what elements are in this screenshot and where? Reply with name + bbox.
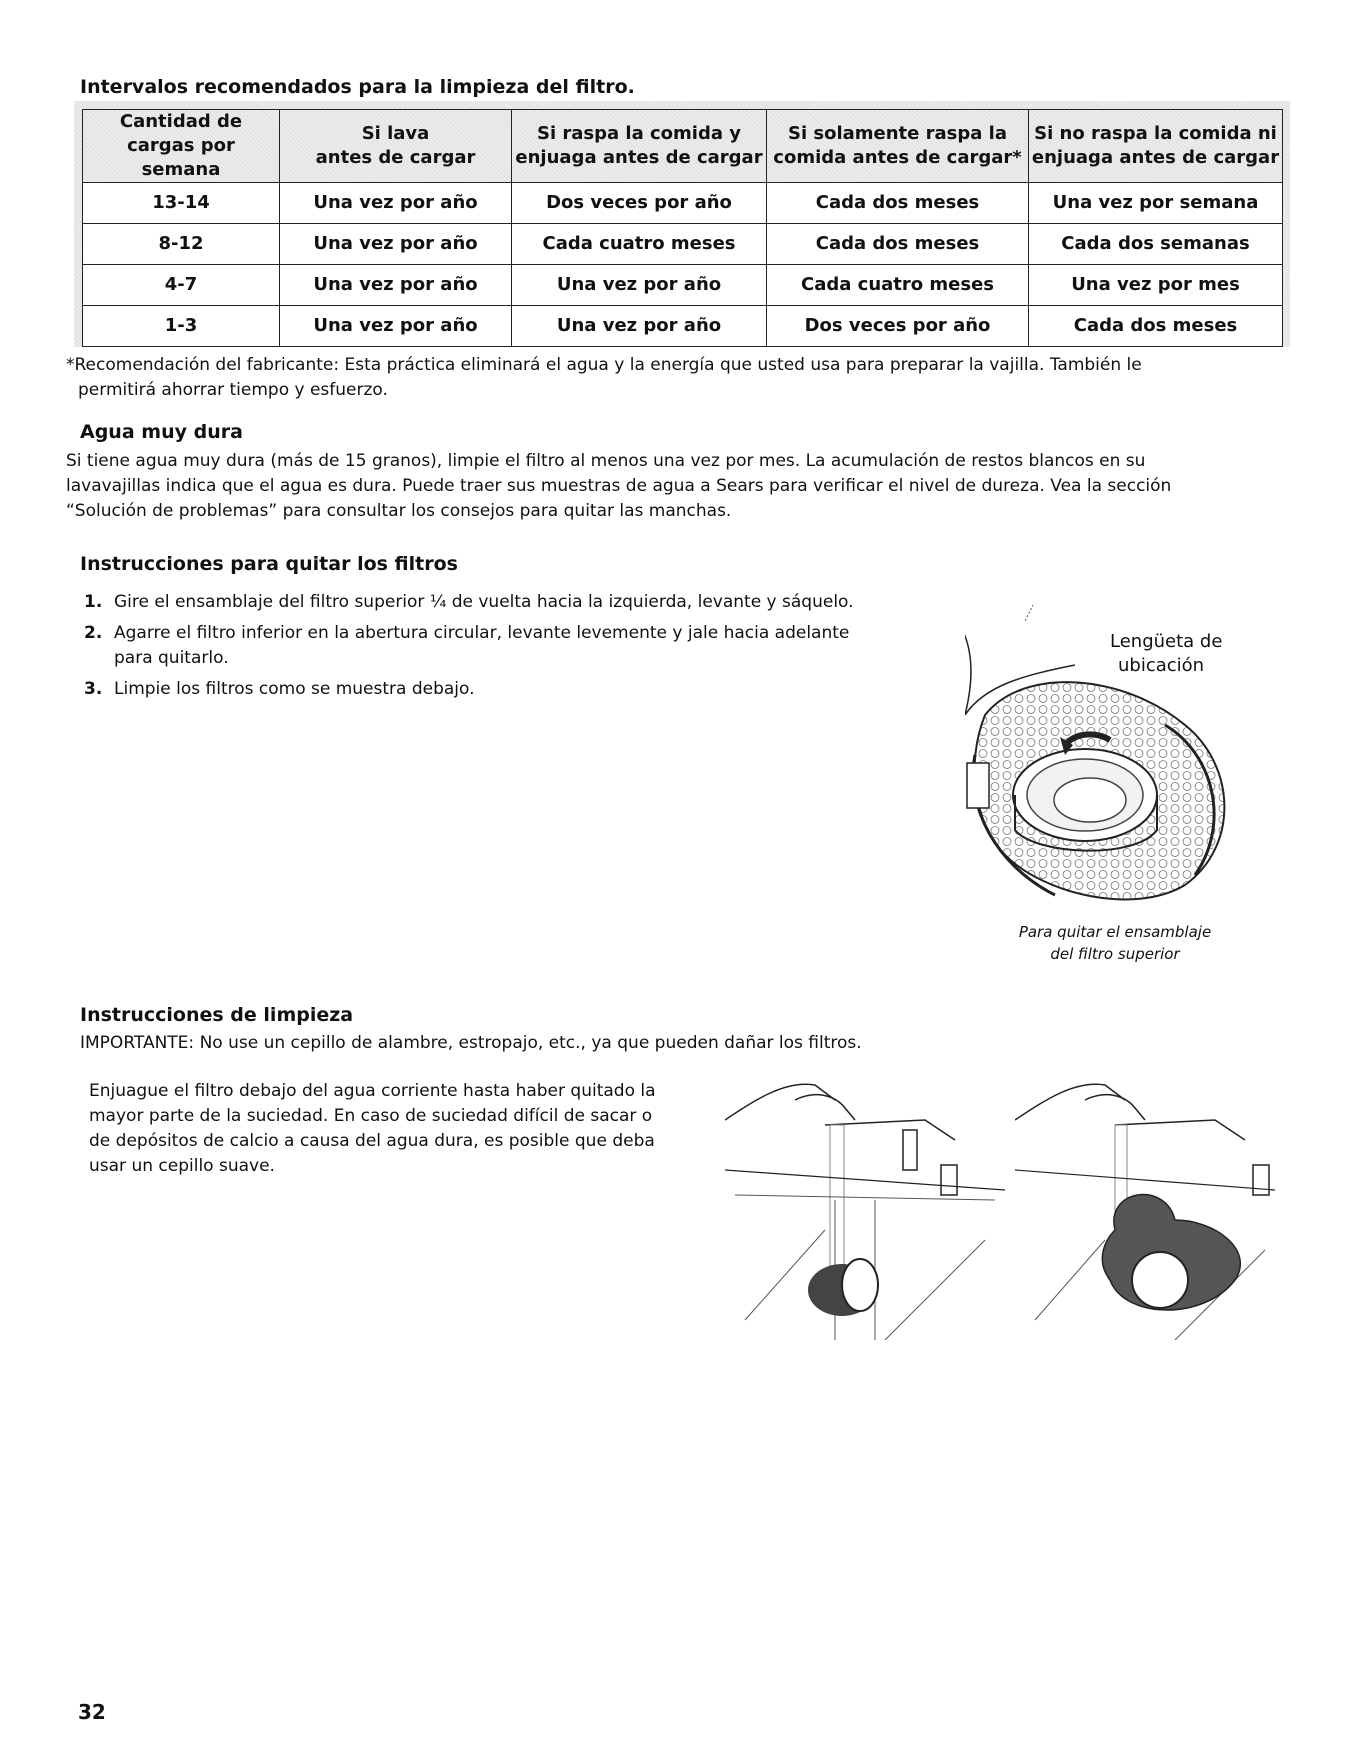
table-title: Intervalos recomendados para la limpieza del filtro. <box>80 76 635 98</box>
rinse-upper-filter-illustration <box>1015 1080 1275 1340</box>
table-cell: Dos veces por año <box>512 183 767 224</box>
figure-caption: Para quitar el ensamblaje del filtro superior <box>1018 923 1212 963</box>
cleaning-paragraph: Enjuague el filtro debajo del agua corriente hasta haber quitado la mayor parte de la suciedad. En caso de suciedad difícil de sacar o de depósitos de calcio a causa del agua dura, es posible que deba usar un cepillo suave. <box>89 1081 656 1176</box>
cleaning-heading: Instrucciones de limpieza <box>80 1004 354 1026</box>
table-cell: 4-7 <box>83 265 280 306</box>
filter-interval-table <box>82 109 1283 347</box>
important-note: IMPORTANTE: No use un cepillo de alambre, estropajo, etc., ya que pueden dañar los filtros. <box>80 1033 862 1053</box>
table-footnote: *Recomendación del fabricante: Esta práctica eliminará el agua y la energía que usted usa para preparar la vajilla. También le permitirá ahorrar tiempo y esfuerzo. <box>66 355 1142 400</box>
removal-heading: Instrucciones para quitar los filtros <box>80 553 458 575</box>
list-item: 1. Gire el ensamblaje del filtro superior ¼ de vuelta hacia la izquierda, levante y sáquelo. <box>84 592 854 612</box>
table-cell: Una vez por año <box>280 306 512 347</box>
table-cell: Cada dos meses <box>767 224 1029 265</box>
table-cell: Una vez por semana <box>1029 183 1283 224</box>
page-number: 32 <box>78 1700 106 1724</box>
table-cell: Cada dos semanas <box>1029 224 1283 265</box>
table-cell: 1-3 <box>83 306 280 347</box>
hard-water-paragraph: Si tiene agua muy dura (más de 15 granos), limpie el filtro al menos una vez por mes. La acumulación de restos blancos en su lavavajillas indica que el agua es dura. Puede traer sus muestras de agua a Sears para verificar el nivel de dureza. Vea la sección “Solución de problemas” para consultar los consejos para quitar las manchas. <box>66 451 1172 521</box>
figure-callout: Lengüeta de ubicación <box>1110 631 1223 676</box>
header-no-scrape: Si no raspa la comida ni enjuaga antes de cargar <box>1029 110 1283 183</box>
table-cell: Cada cuatro meses <box>512 224 767 265</box>
header-scrape-only: Si solamente raspa la comida antes de cargar* <box>767 110 1029 183</box>
table-cell: Dos veces por año <box>767 306 1029 347</box>
table-cell: Cada cuatro meses <box>767 265 1029 306</box>
table-cell: Una vez por año <box>280 265 512 306</box>
table-row <box>83 265 1283 306</box>
rinse-lower-filter-illustration <box>725 1080 1005 1340</box>
header-wash: Si lava antes de cargar <box>280 110 512 183</box>
table-row <box>83 306 1283 347</box>
list-item: 3. Limpie los filtros como se muestra debajo. <box>84 679 475 699</box>
table-row <box>83 183 1283 224</box>
table-cell: Cada dos meses <box>767 183 1029 224</box>
table-cell: Una vez por mes <box>1029 265 1283 306</box>
header-loads: Cantidad de cargas por semana <box>83 110 280 183</box>
removal-steps <box>66 590 966 708</box>
hard-water-heading: Agua muy dura <box>80 421 243 443</box>
table-cell: Una vez por año <box>512 306 767 347</box>
table-row <box>83 224 1283 265</box>
table-cell: Una vez por año <box>280 183 512 224</box>
table-cell: 8-12 <box>83 224 280 265</box>
table-cell: Una vez por año <box>280 224 512 265</box>
table-cell: Una vez por año <box>512 265 767 306</box>
table-cell: Cada dos meses <box>1029 306 1283 347</box>
header-scrape-rinse: Si raspa la comida y enjuaga antes de cargar <box>512 110 767 183</box>
list-item: 2. Agarre el filtro inferior en la abertura circular, levante levemente y jale hacia adelante para quitarlo. <box>84 623 850 668</box>
table-cell: 13-14 <box>83 183 280 224</box>
table-header-row <box>83 110 1283 183</box>
